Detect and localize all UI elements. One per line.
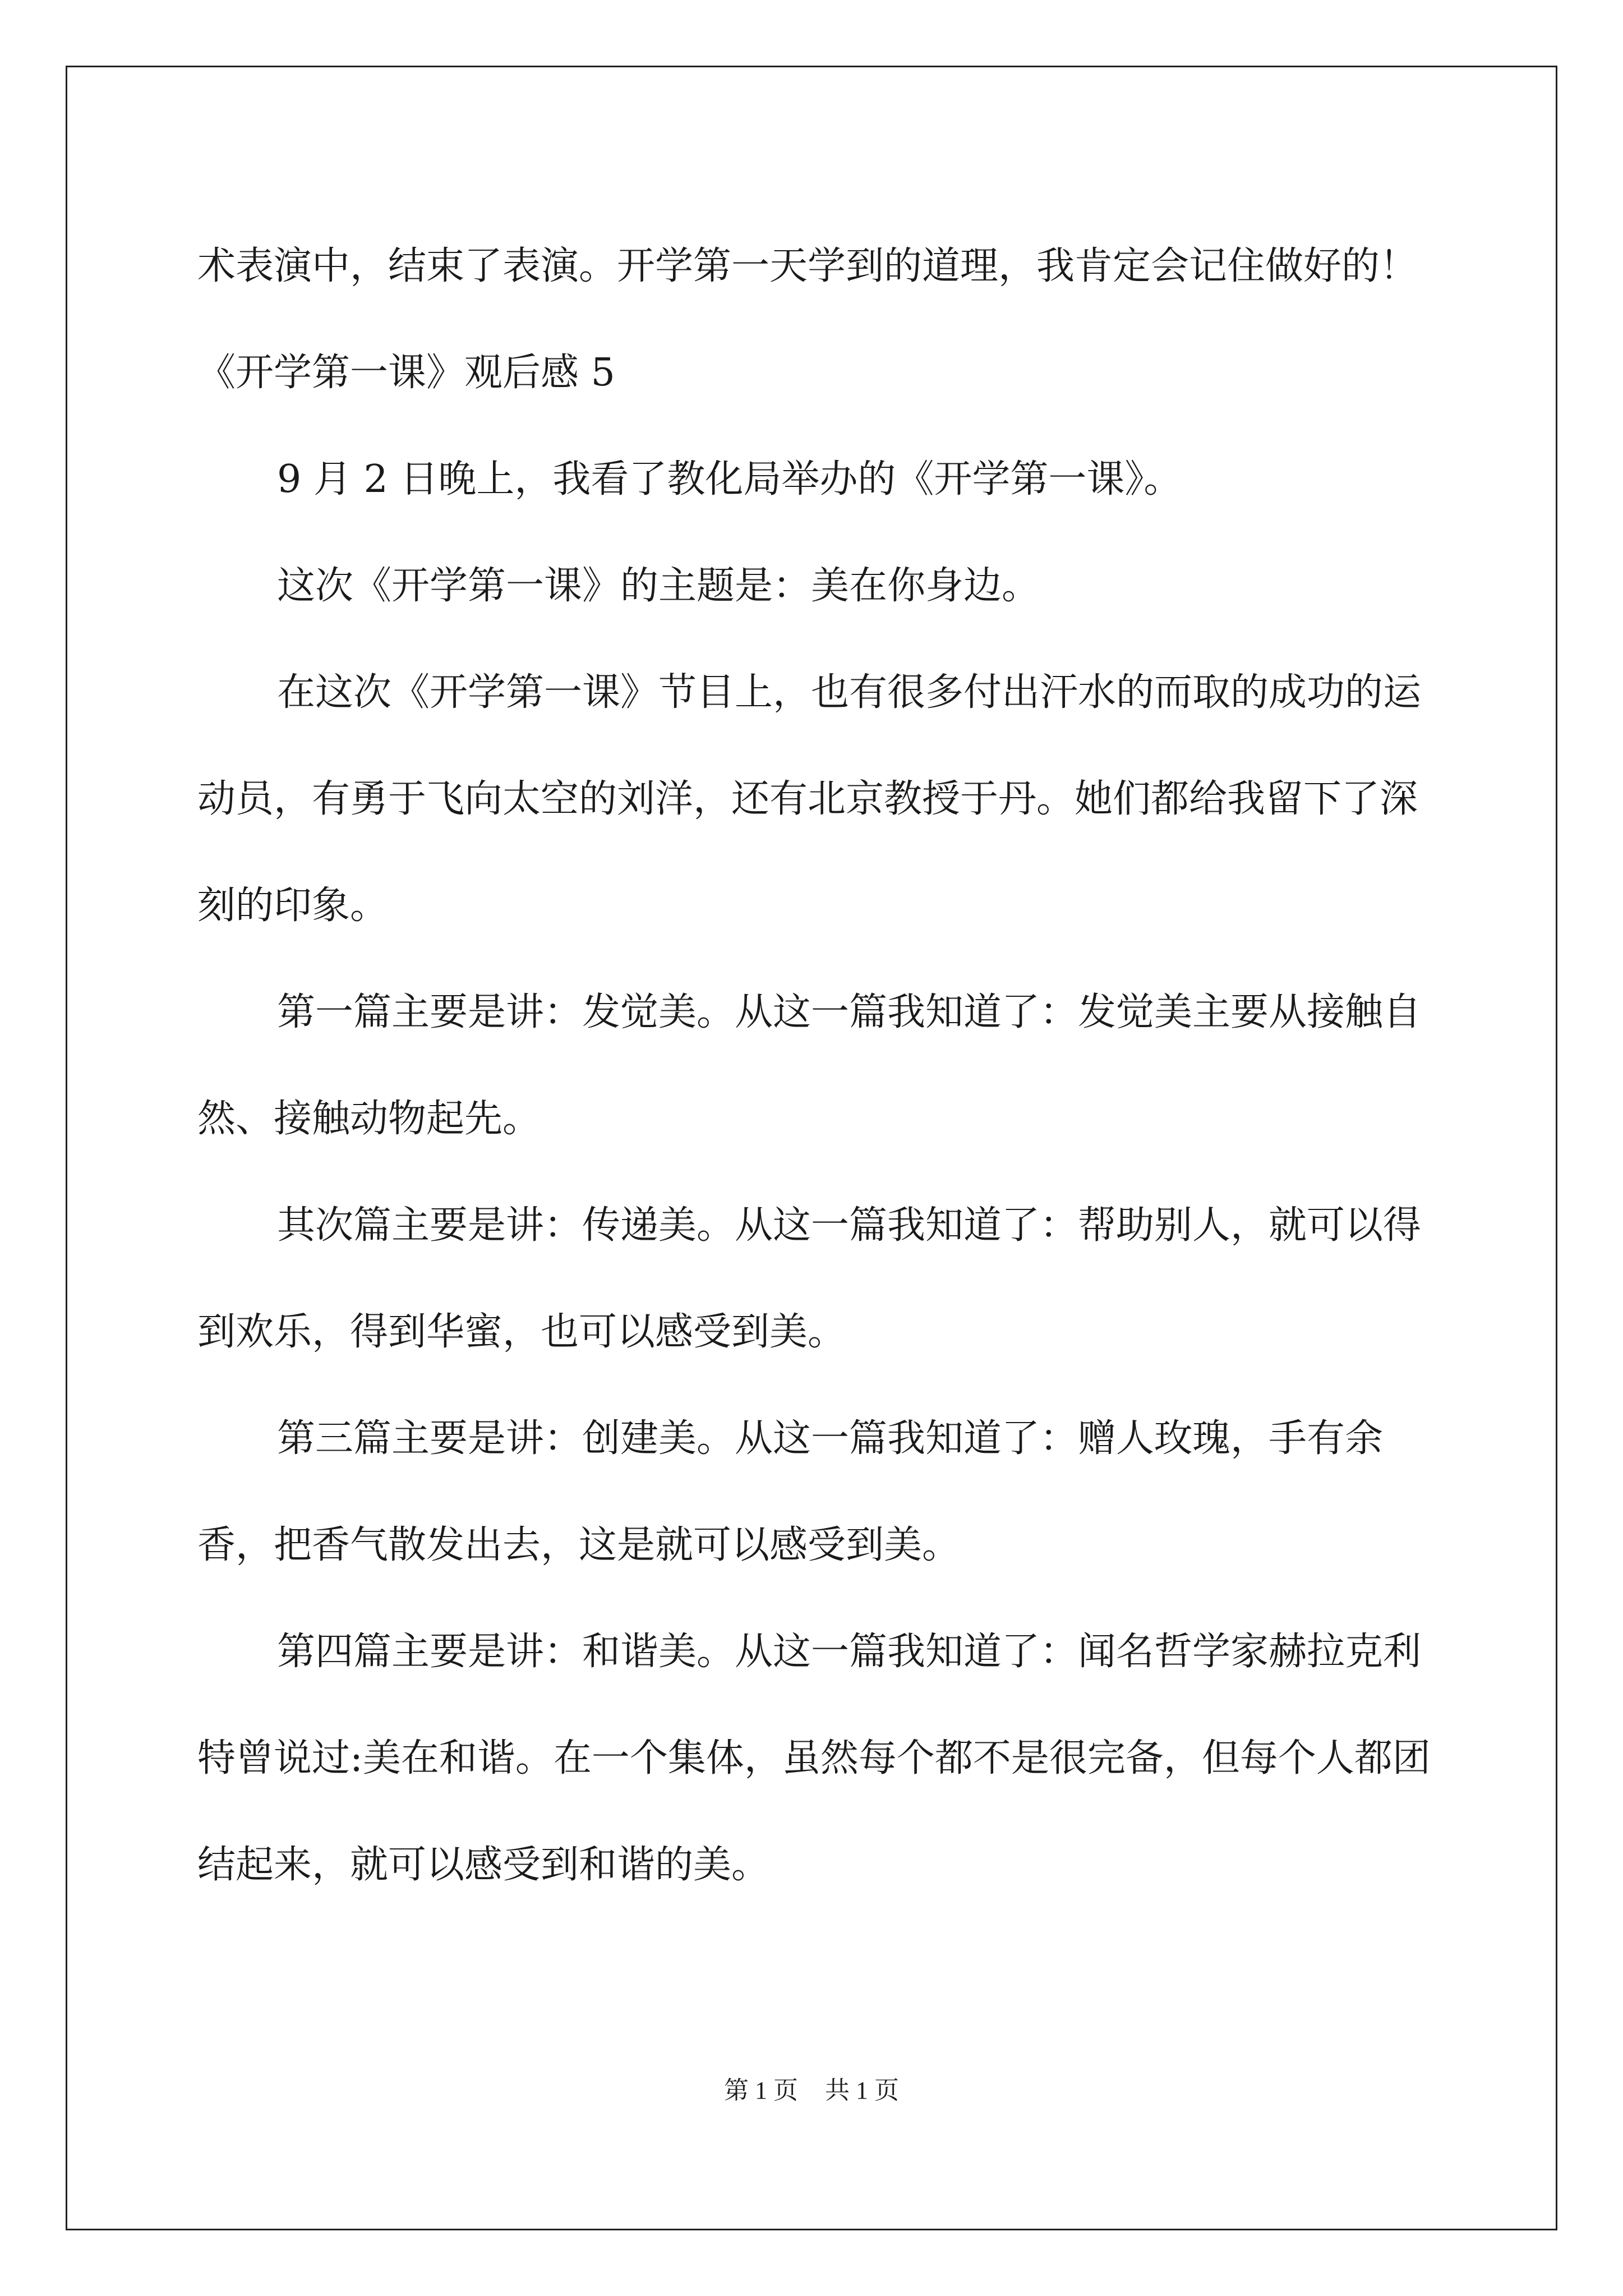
- paragraph: 在这次《开学第一课》节目上，也有很多付出汗水的而取的成功的运动员，有勇于飞向太空的刘洋，还有北京教授于丹。她们都给我留下了深刻的印象。: [197, 670, 1422, 928]
- page-total: 共 1 页: [825, 2077, 899, 2104]
- paragraph: 第一篇主要是讲：发觉美。从这一篇我知道了：发觉美主要从接触自然、接触动物起先。: [197, 990, 1422, 1141]
- paragraph-continuation: 术表演中，结束了表演。开学第一天学到的道理，我肯定会记住做好的！: [197, 244, 1418, 288]
- page-number: 第 1 页: [724, 2077, 798, 2104]
- paragraph: 这次《开学第一课》的主题是：美在你身边。: [277, 564, 1040, 608]
- paragraph: 第三篇主要是讲：创建美。从这一篇我知道了：赠人玫瑰，手有余香，把香气散发出去，这是就可以感受到美。: [197, 1416, 1384, 1567]
- paragraph: 9 月 2 日晚上，我看了教化局举办的《开学第一课》。: [277, 457, 1182, 501]
- document-body: [197, 213, 1431, 1918]
- page-footer: [0, 2070, 1623, 2106]
- section-heading: 《开学第一课》观后感 5: [197, 351, 615, 395]
- paragraph: 其次篇主要是讲：传递美。从这一篇我知道了：帮助别人，就可以得到欢乐，得到华蜜，也可以感受到美。: [197, 1203, 1422, 1354]
- paragraph: 第四篇主要是讲：和谐美。从这一篇我知道了：闻名哲学家赫拉克利特曾说过:美在和谐。在一个集体，虽然每个都不是很完备，但每个人都团结起来，就可以感受到和谐的美。: [197, 1630, 1431, 1887]
